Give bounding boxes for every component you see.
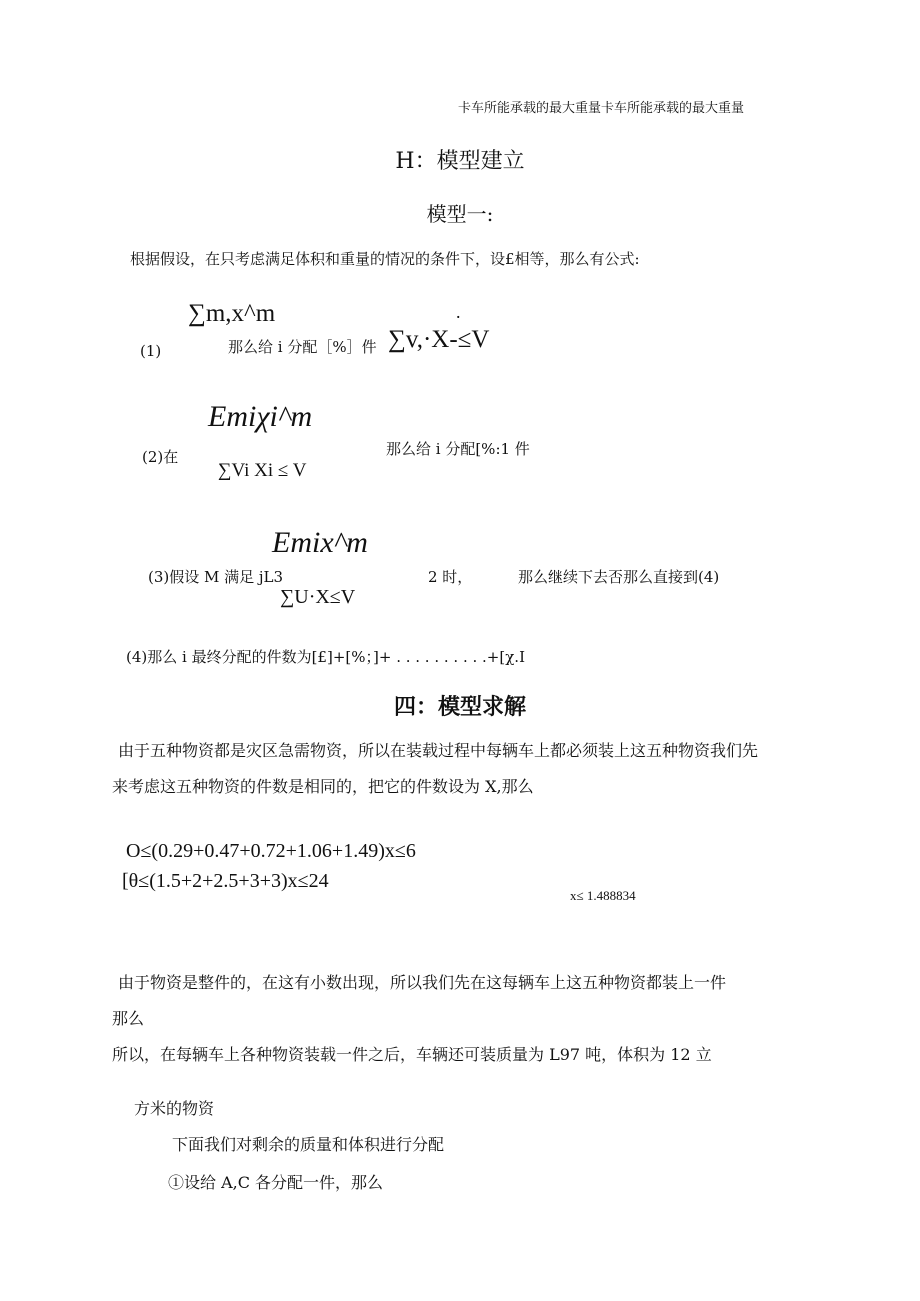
inequality-volume: [θ≤(1.5+2+2.5+3+3)x≤24 <box>122 870 329 892</box>
para4: 下面我们对剩余的质量和体积进行分配 <box>172 1135 445 1154</box>
para5: ①设给 A,C 各分配一件，那么 <box>168 1173 384 1192</box>
step2-formula-bottom: ∑Vi Xi ≤ V <box>218 460 307 481</box>
para3: 所以，在每辆车上各种物资装载一件之后，车辆还可装质量为 L97 吨，体积为 12 立 <box>112 1045 712 1064</box>
step3-formula-top: Emix^m <box>272 526 368 559</box>
section-title-model-build: H：模型建立 <box>395 149 525 174</box>
para3-cont: 方米的物资 <box>134 1099 215 1118</box>
step4-text: (4)那么 i 最终分配的件数为[£]+[%；]+ . . . . . . . . . .+[χ.I <box>126 648 525 666</box>
step2-label: (2)在 <box>142 448 179 466</box>
step1-formula-top: ∑m,x^m <box>188 300 276 327</box>
para1-line1: 由于五种物资都是灾区急需物资，所以在装载过程中每辆车上都必须装上这五种物资我们先 <box>118 741 759 760</box>
para2-line1: 由于物资是整件的，在这有小数出现，所以我们先在这每辆车上这五种物资都装上一件 <box>118 973 727 992</box>
step2-formula-top: Emiχi^m <box>208 400 313 433</box>
inequality-weight: O≤(0.29+0.47+0.72+1.06+1.49)x≤6 <box>126 840 416 862</box>
para2-line2: 那么 <box>112 1009 145 1028</box>
step1-label: (1) <box>140 342 162 360</box>
step1-formula-right: ∑v,·X-≤V <box>388 326 490 353</box>
step3-mid: 2 时， <box>428 568 473 586</box>
model-one-subtitle: 模型一: <box>426 202 494 226</box>
step1-dot: . <box>456 302 461 322</box>
intro-paragraph: 根据假设，在只考虑满足体积和重量的情况的条件下，设£相等，那么有公式: <box>130 250 640 268</box>
step1-text: 那么给 i 分配［%］件 <box>228 338 377 356</box>
para1-line2: 来考虑这五种物资的件数是相同的，把它的件数设为 X,那么 <box>112 777 534 796</box>
step3-text: 那么继续下去否那么直接到(4) <box>518 568 720 586</box>
result-value: x≤ 1.488834 <box>570 888 636 903</box>
header-note: 卡车所能承载的最大重量卡车所能承载的最大重量 <box>458 101 745 116</box>
step2-text: 那么给 i 分配[%:1 件 <box>386 440 530 458</box>
section-title-model-solve: 四：模型求解 <box>393 694 526 720</box>
step3-label: (3)假设 M 满足 jL3 <box>148 568 284 586</box>
step3-formula-bottom: ∑U·X≤V <box>280 586 356 608</box>
